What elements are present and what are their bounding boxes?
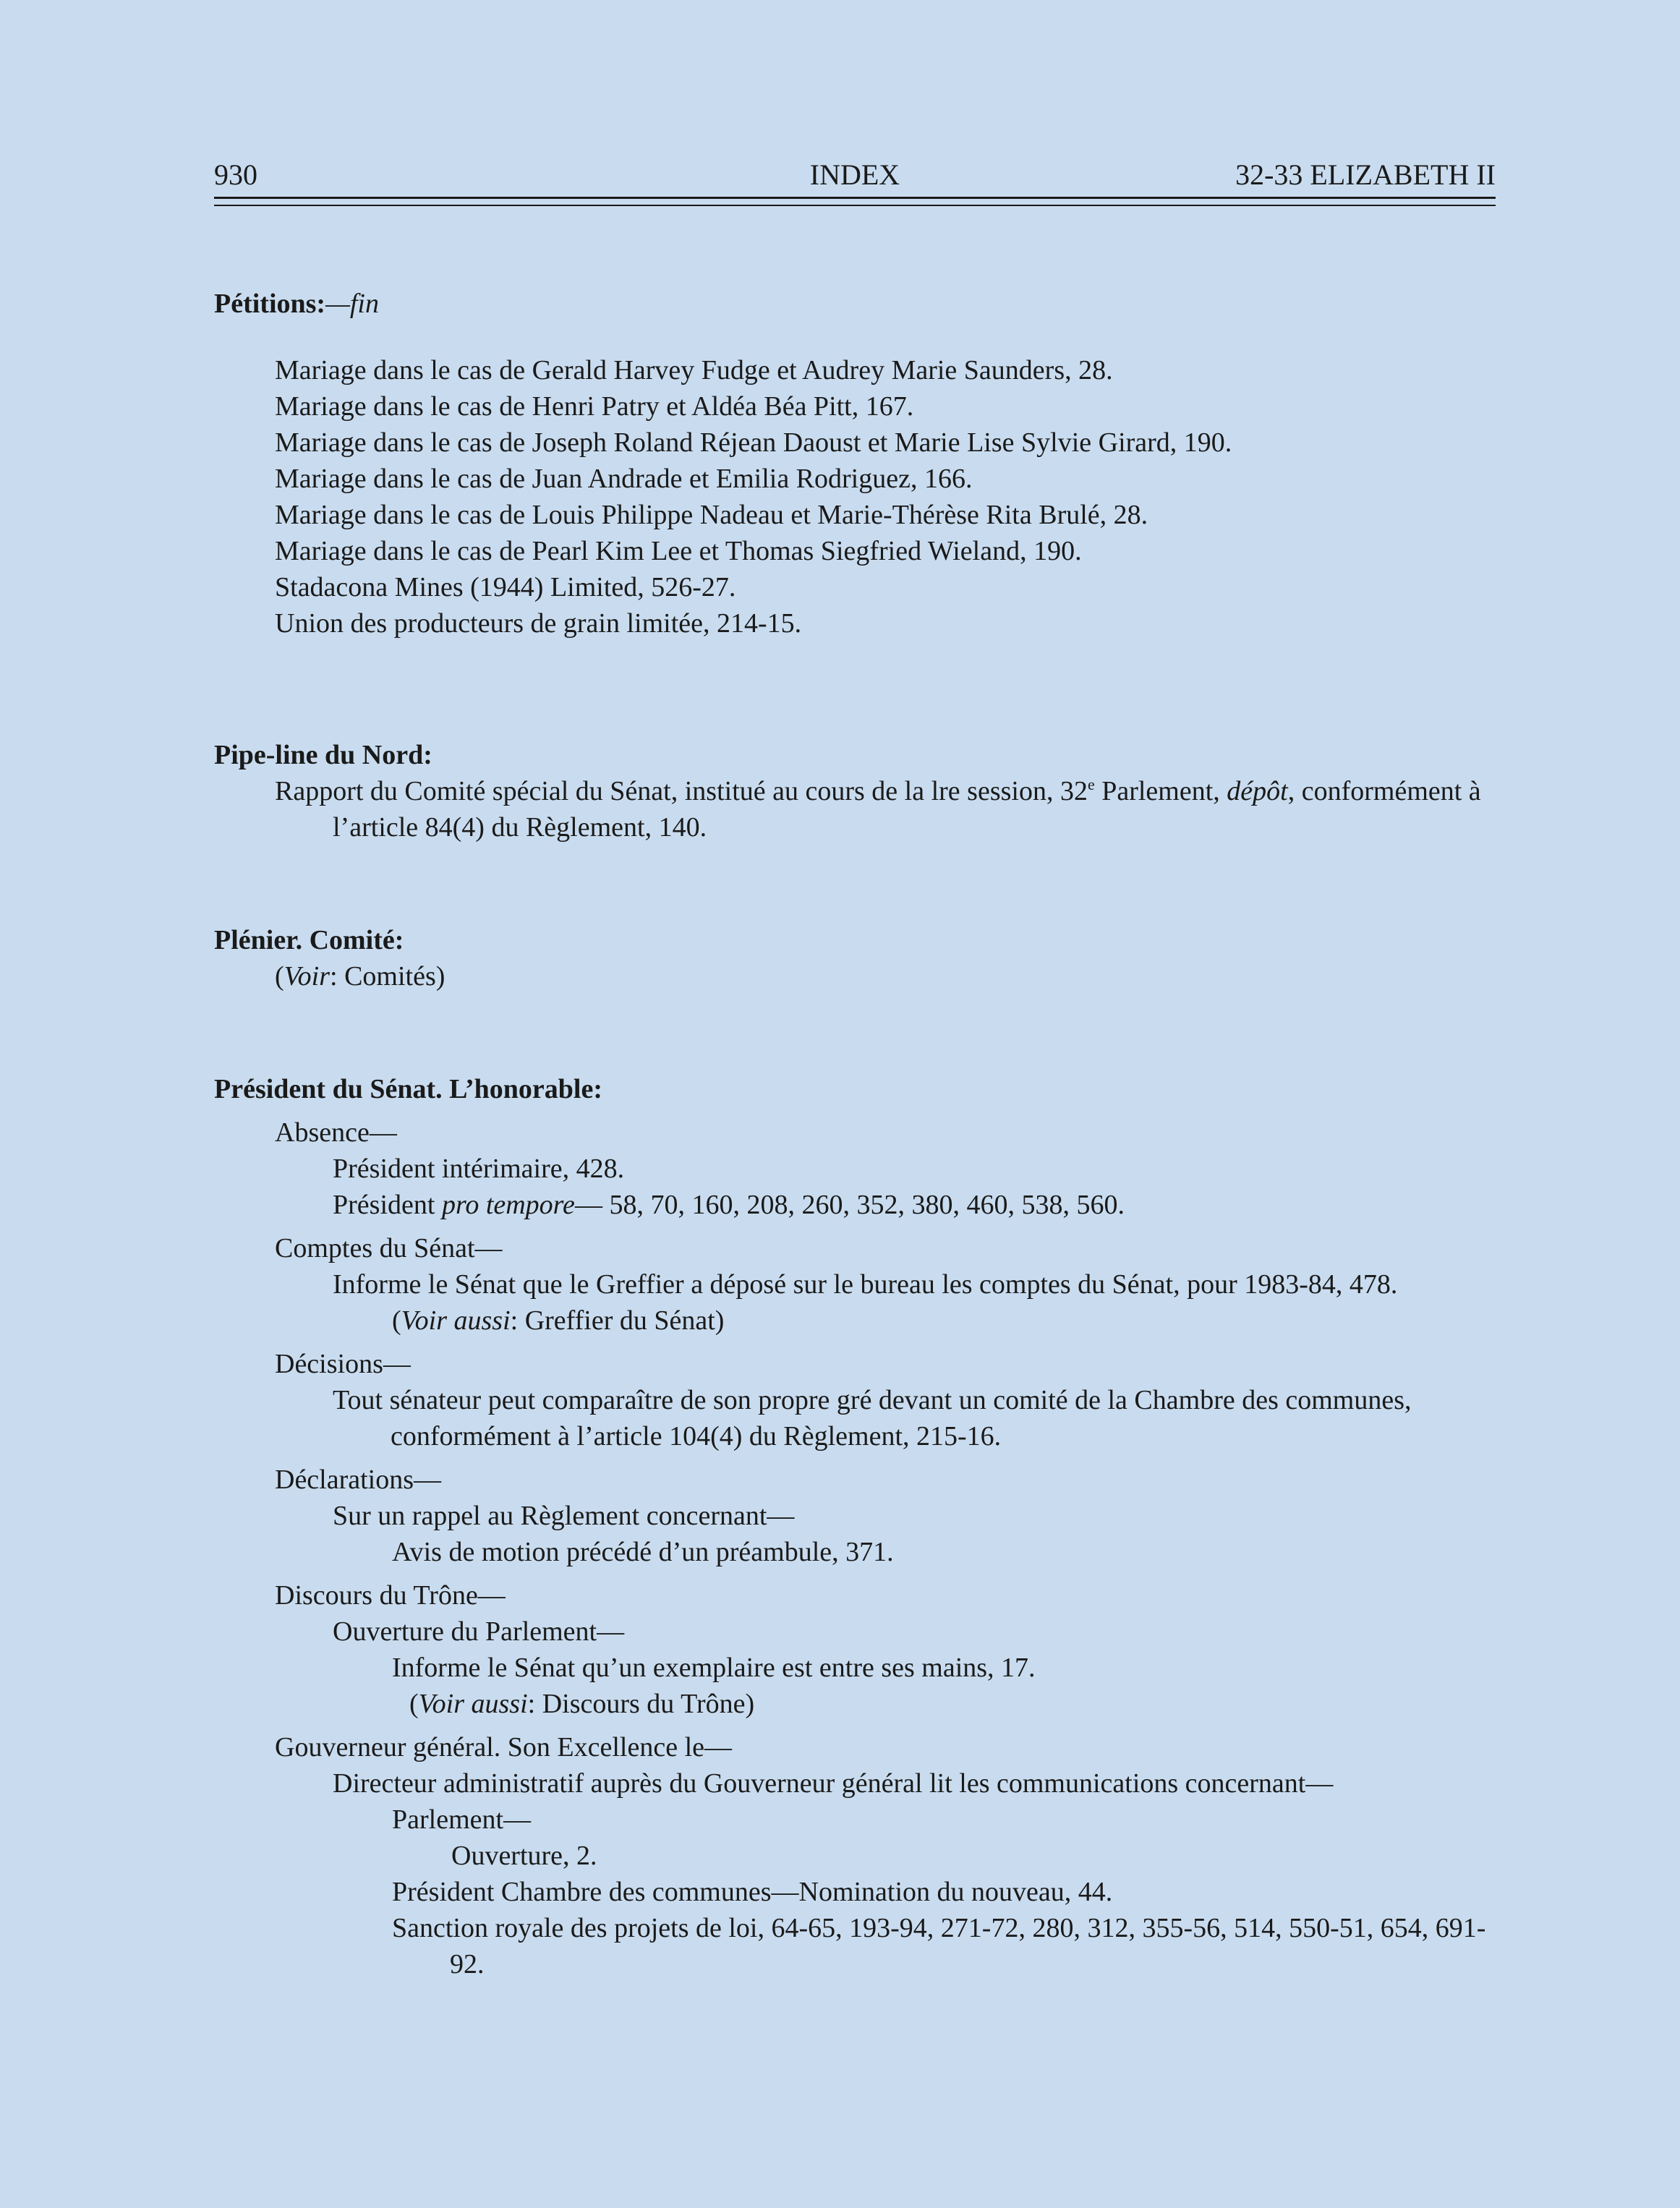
page-header <box>214 158 1496 194</box>
section-heading: Plénier. Comité: <box>214 925 404 955</box>
section-plenier <box>214 922 1496 994</box>
index-entry: Sanction royale des projets de loi, 64-65, 193-94, 271-72, 280, 312, 355-56, 514, 550-51, 654, 691-92. <box>392 1913 1486 1979</box>
index-entry: Mariage dans le cas de Joseph Roland Réjean Daoust et Marie Lise Sylvie Girard, 190. <box>275 427 1232 458</box>
index-subheading: Décisions— <box>275 1349 411 1379</box>
index-entry: Président Chambre des communes—Nomination du nouveau, 44. <box>392 1877 1113 1907</box>
cross-reference: (Voir aussi: Greffier du Sénat) <box>392 1305 725 1336</box>
header-title: INDEX <box>809 158 900 191</box>
index-subheading: Comptes du Sénat— <box>275 1233 503 1263</box>
index-entry: Président intérimaire, 428. <box>333 1154 625 1184</box>
index-entry: Mariage dans le cas de Henri Patry et Aldéa Béa Pitt, 167. <box>275 391 914 422</box>
index-entry: Informe le Sénat qu’un exemplaire est entre ses mains, 17. <box>392 1653 1036 1683</box>
index-entry: Sur un rappel au Règlement concernant— <box>333 1501 795 1531</box>
section-pipeline <box>214 737 1496 845</box>
page-number: 930 <box>214 158 257 191</box>
cross-reference: (Voir: Comités) <box>275 961 445 992</box>
index-content <box>214 286 1496 1982</box>
index-entry: Union des producteurs de grain limitée, 214-15. <box>275 608 802 639</box>
header-volume: 32-33 ELIZABETH II <box>1235 158 1496 191</box>
index-subheading: Déclarations— <box>275 1465 442 1495</box>
index-entry: Informe le Sénat que le Greffier a déposé sur le bureau les comptes du Sénat, pour 1983-84, 478. <box>333 1269 1398 1300</box>
section-heading: Pipe-line du Nord: <box>214 740 432 770</box>
index-entry: Stadacona Mines (1944) Limited, 526-27. <box>275 572 736 602</box>
index-entry: Mariage dans le cas de Juan Andrade et Emilia Rodriguez, 166. <box>275 464 973 494</box>
index-entry: Président pro tempore— 58, 70, 160, 208, 260, 352, 380, 460, 538, 560. <box>333 1190 1125 1220</box>
index-entry: Tout sénateur peut comparaître de son propre gré devant un comité de la Chambre des communes, conformément à l’article 104(4) du Règlement, 215-16. <box>333 1385 1412 1452</box>
index-entry: Ouverture du Parlement— <box>333 1616 625 1647</box>
index-entry: Mariage dans le cas de Pearl Kim Lee et Thomas Siegfried Wieland, 190. <box>275 536 1082 566</box>
section-heading: Président du Sénat. L’honorable: <box>214 1074 602 1104</box>
section-petitions <box>214 286 1496 641</box>
section-president <box>214 1071 1496 1982</box>
index-subheading: Absence— <box>275 1117 397 1148</box>
index-entry: Directeur administratif auprès du Gouverneur général lit les communications concernant— <box>333 1768 1334 1799</box>
index-entry: Mariage dans le cas de Gerald Harvey Fudge et Audrey Marie Saunders, 28. <box>275 355 1113 385</box>
index-subheading: Discours du Trône— <box>275 1580 506 1611</box>
index-entry: Avis de motion précédé d’un préambule, 371. <box>392 1537 894 1567</box>
index-entry: Mariage dans le cas de Louis Philippe Nadeau et Marie-Thérèse Rita Brulé, 28. <box>275 500 1148 530</box>
section-heading: Pétitions:—fin <box>214 289 379 319</box>
header-rule-bottom <box>214 205 1496 206</box>
index-entry: Rapport du Comité spécial du Sénat, institué au cours de la lre session, 32e Parlement, dépôt, conformément à l’article 84(4) du Règlement, 140. <box>275 775 1481 843</box>
header-rule-top <box>214 197 1496 199</box>
index-entry: Parlement— <box>392 1804 532 1835</box>
heading-suffix: —fin <box>325 289 379 319</box>
cross-reference: (Voir aussi: Discours du Trône) <box>409 1689 755 1719</box>
index-entry: Ouverture, 2. <box>451 1841 597 1871</box>
index-subheading: Gouverneur général. Son Excellence le— <box>275 1732 733 1762</box>
